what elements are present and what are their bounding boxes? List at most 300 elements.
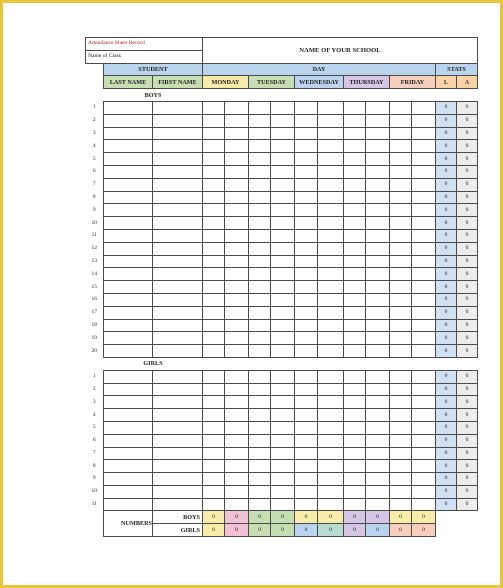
first-name-cell[interactable]	[153, 114, 203, 127]
first-name-cell[interactable]	[153, 421, 203, 434]
last-name-cell[interactable]	[104, 127, 153, 140]
attendance-cell[interactable]	[225, 485, 249, 498]
attendance-cell[interactable]	[366, 383, 390, 396]
last-name-cell[interactable]	[104, 434, 153, 447]
attendance-cell[interactable]	[249, 293, 271, 306]
attendance-cell[interactable]	[225, 345, 249, 358]
attendance-cell[interactable]	[295, 319, 318, 332]
attendance-cell[interactable]	[203, 460, 225, 473]
attendance-cell[interactable]	[203, 434, 225, 447]
attendance-cell[interactable]	[412, 114, 436, 127]
attendance-cell[interactable]	[271, 255, 295, 268]
attendance-cell[interactable]	[295, 421, 318, 434]
attendance-cell[interactable]	[344, 421, 366, 434]
attendance-cell[interactable]	[203, 370, 225, 383]
attendance-cell[interactable]	[271, 409, 295, 422]
attendance-cell[interactable]	[295, 434, 318, 447]
attendance-cell[interactable]	[295, 114, 318, 127]
attendance-cell[interactable]	[412, 101, 436, 114]
attendance-cell[interactable]	[366, 447, 390, 460]
last-name-cell[interactable]	[104, 242, 153, 255]
last-name-cell[interactable]	[104, 498, 153, 511]
last-name-cell[interactable]	[104, 332, 153, 345]
attendance-cell[interactable]	[249, 204, 271, 217]
attendance-cell[interactable]	[344, 485, 366, 498]
attendance-cell[interactable]	[412, 473, 436, 486]
first-name-cell[interactable]	[153, 370, 203, 383]
attendance-cell[interactable]	[390, 242, 412, 255]
first-name-cell[interactable]	[153, 242, 203, 255]
attendance-cell[interactable]	[318, 293, 344, 306]
attendance-cell[interactable]	[344, 191, 366, 204]
attendance-cell[interactable]	[318, 127, 344, 140]
first-name-cell[interactable]	[153, 153, 203, 166]
attendance-cell[interactable]	[344, 434, 366, 447]
attendance-cell[interactable]	[203, 101, 225, 114]
attendance-cell[interactable]	[412, 191, 436, 204]
attendance-cell[interactable]	[390, 332, 412, 345]
attendance-cell[interactable]	[344, 319, 366, 332]
attendance-cell[interactable]	[295, 101, 318, 114]
attendance-cell[interactable]	[249, 101, 271, 114]
attendance-cell[interactable]	[203, 447, 225, 460]
attendance-cell[interactable]	[366, 345, 390, 358]
first-name-cell[interactable]	[153, 345, 203, 358]
last-name-cell[interactable]	[104, 204, 153, 217]
attendance-cell[interactable]	[225, 498, 249, 511]
attendance-cell[interactable]	[271, 319, 295, 332]
attendance-cell[interactable]	[225, 396, 249, 409]
attendance-cell[interactable]	[271, 268, 295, 281]
first-name-cell[interactable]	[153, 319, 203, 332]
attendance-cell[interactable]	[203, 229, 225, 242]
attendance-cell[interactable]	[225, 229, 249, 242]
attendance-cell[interactable]	[271, 460, 295, 473]
attendance-cell[interactable]	[318, 485, 344, 498]
last-name-cell[interactable]	[104, 447, 153, 460]
attendance-cell[interactable]	[412, 498, 436, 511]
attendance-cell[interactable]	[203, 242, 225, 255]
attendance-cell[interactable]	[344, 498, 366, 511]
attendance-cell[interactable]	[344, 255, 366, 268]
attendance-cell[interactable]	[366, 332, 390, 345]
attendance-cell[interactable]	[295, 396, 318, 409]
attendance-cell[interactable]	[271, 332, 295, 345]
attendance-cell[interactable]	[412, 229, 436, 242]
attendance-cell[interactable]	[390, 447, 412, 460]
attendance-cell[interactable]	[318, 268, 344, 281]
attendance-cell[interactable]	[225, 127, 249, 140]
attendance-cell[interactable]	[366, 242, 390, 255]
attendance-cell[interactable]	[390, 178, 412, 191]
attendance-cell[interactable]	[225, 319, 249, 332]
attendance-cell[interactable]	[271, 370, 295, 383]
attendance-cell[interactable]	[366, 281, 390, 294]
attendance-cell[interactable]	[366, 498, 390, 511]
attendance-cell[interactable]	[412, 396, 436, 409]
first-name-cell[interactable]	[153, 101, 203, 114]
attendance-cell[interactable]	[366, 268, 390, 281]
attendance-cell[interactable]	[203, 281, 225, 294]
attendance-cell[interactable]	[203, 306, 225, 319]
last-name-cell[interactable]	[104, 217, 153, 230]
attendance-cell[interactable]	[249, 191, 271, 204]
attendance-cell[interactable]	[412, 281, 436, 294]
attendance-cell[interactable]	[318, 101, 344, 114]
attendance-cell[interactable]	[318, 229, 344, 242]
attendance-cell[interactable]	[271, 153, 295, 166]
attendance-cell[interactable]	[344, 101, 366, 114]
attendance-cell[interactable]	[295, 127, 318, 140]
attendance-cell[interactable]	[271, 345, 295, 358]
attendance-cell[interactable]	[249, 306, 271, 319]
attendance-cell[interactable]	[225, 370, 249, 383]
attendance-cell[interactable]	[225, 217, 249, 230]
attendance-cell[interactable]	[390, 101, 412, 114]
attendance-cell[interactable]	[295, 165, 318, 178]
attendance-cell[interactable]	[344, 165, 366, 178]
first-name-cell[interactable]	[153, 229, 203, 242]
first-name-cell[interactable]	[153, 178, 203, 191]
attendance-cell[interactable]	[390, 255, 412, 268]
attendance-cell[interactable]	[295, 242, 318, 255]
attendance-cell[interactable]	[366, 217, 390, 230]
attendance-cell[interactable]	[271, 217, 295, 230]
attendance-cell[interactable]	[412, 383, 436, 396]
attendance-cell[interactable]	[225, 242, 249, 255]
attendance-cell[interactable]	[295, 293, 318, 306]
attendance-cell[interactable]	[344, 447, 366, 460]
attendance-cell[interactable]	[225, 140, 249, 153]
attendance-cell[interactable]	[225, 191, 249, 204]
attendance-cell[interactable]	[344, 473, 366, 486]
attendance-cell[interactable]	[344, 396, 366, 409]
attendance-cell[interactable]	[390, 217, 412, 230]
attendance-cell[interactable]	[225, 268, 249, 281]
attendance-cell[interactable]	[203, 485, 225, 498]
attendance-cell[interactable]	[390, 114, 412, 127]
attendance-cell[interactable]	[271, 165, 295, 178]
last-name-cell[interactable]	[104, 178, 153, 191]
attendance-cell[interactable]	[271, 178, 295, 191]
attendance-cell[interactable]	[271, 421, 295, 434]
attendance-cell[interactable]	[295, 178, 318, 191]
attendance-cell[interactable]	[366, 485, 390, 498]
last-name-cell[interactable]	[104, 319, 153, 332]
attendance-cell[interactable]	[390, 191, 412, 204]
attendance-cell[interactable]	[344, 306, 366, 319]
attendance-cell[interactable]	[344, 153, 366, 166]
attendance-cell[interactable]	[225, 383, 249, 396]
attendance-cell[interactable]	[295, 140, 318, 153]
attendance-cell[interactable]	[318, 473, 344, 486]
attendance-cell[interactable]	[249, 447, 271, 460]
attendance-cell[interactable]	[390, 153, 412, 166]
attendance-cell[interactable]	[412, 409, 436, 422]
attendance-cell[interactable]	[271, 114, 295, 127]
last-name-cell[interactable]	[104, 153, 153, 166]
attendance-cell[interactable]	[225, 204, 249, 217]
attendance-cell[interactable]	[249, 255, 271, 268]
attendance-cell[interactable]	[344, 178, 366, 191]
attendance-cell[interactable]	[203, 268, 225, 281]
attendance-cell[interactable]	[344, 217, 366, 230]
last-name-cell[interactable]	[104, 165, 153, 178]
first-name-cell[interactable]	[153, 217, 203, 230]
attendance-cell[interactable]	[249, 383, 271, 396]
attendance-cell[interactable]	[295, 229, 318, 242]
attendance-cell[interactable]	[344, 332, 366, 345]
attendance-cell[interactable]	[318, 319, 344, 332]
attendance-cell[interactable]	[366, 229, 390, 242]
attendance-cell[interactable]	[295, 217, 318, 230]
attendance-cell[interactable]	[225, 332, 249, 345]
attendance-cell[interactable]	[390, 127, 412, 140]
attendance-cell[interactable]	[203, 140, 225, 153]
first-name-cell[interactable]	[153, 140, 203, 153]
first-name-cell[interactable]	[153, 383, 203, 396]
attendance-cell[interactable]	[249, 268, 271, 281]
attendance-cell[interactable]	[225, 460, 249, 473]
attendance-cell[interactable]	[249, 217, 271, 230]
attendance-cell[interactable]	[249, 396, 271, 409]
attendance-cell[interactable]	[203, 473, 225, 486]
attendance-cell[interactable]	[390, 293, 412, 306]
attendance-cell[interactable]	[271, 447, 295, 460]
attendance-cell[interactable]	[318, 370, 344, 383]
attendance-cell[interactable]	[271, 396, 295, 409]
last-name-cell[interactable]	[104, 191, 153, 204]
attendance-cell[interactable]	[318, 447, 344, 460]
attendance-cell[interactable]	[203, 217, 225, 230]
attendance-cell[interactable]	[412, 370, 436, 383]
attendance-cell[interactable]	[271, 191, 295, 204]
attendance-cell[interactable]	[344, 268, 366, 281]
attendance-cell[interactable]	[412, 153, 436, 166]
attendance-cell[interactable]	[271, 140, 295, 153]
first-name-cell[interactable]	[153, 447, 203, 460]
attendance-cell[interactable]	[390, 345, 412, 358]
attendance-cell[interactable]	[203, 409, 225, 422]
attendance-cell[interactable]	[318, 242, 344, 255]
attendance-cell[interactable]	[412, 319, 436, 332]
last-name-cell[interactable]	[104, 229, 153, 242]
attendance-cell[interactable]	[295, 370, 318, 383]
attendance-cell[interactable]	[249, 473, 271, 486]
first-name-cell[interactable]	[153, 165, 203, 178]
attendance-cell[interactable]	[271, 229, 295, 242]
attendance-cell[interactable]	[318, 114, 344, 127]
attendance-cell[interactable]	[203, 332, 225, 345]
attendance-cell[interactable]	[366, 114, 390, 127]
attendance-cell[interactable]	[225, 421, 249, 434]
attendance-cell[interactable]	[295, 460, 318, 473]
last-name-cell[interactable]	[104, 409, 153, 422]
attendance-cell[interactable]	[271, 485, 295, 498]
attendance-cell[interactable]	[318, 140, 344, 153]
first-name-cell[interactable]	[153, 460, 203, 473]
attendance-cell[interactable]	[366, 255, 390, 268]
attendance-cell[interactable]	[366, 319, 390, 332]
attendance-cell[interactable]	[366, 101, 390, 114]
attendance-cell[interactable]	[390, 396, 412, 409]
attendance-cell[interactable]	[412, 217, 436, 230]
attendance-cell[interactable]	[249, 460, 271, 473]
attendance-cell[interactable]	[249, 319, 271, 332]
attendance-cell[interactable]	[249, 165, 271, 178]
attendance-cell[interactable]	[225, 447, 249, 460]
attendance-cell[interactable]	[225, 178, 249, 191]
last-name-cell[interactable]	[104, 396, 153, 409]
attendance-cell[interactable]	[366, 204, 390, 217]
first-name-cell[interactable]	[153, 434, 203, 447]
attendance-cell[interactable]	[390, 409, 412, 422]
attendance-cell[interactable]	[295, 204, 318, 217]
last-name-cell[interactable]	[104, 383, 153, 396]
attendance-cell[interactable]	[295, 268, 318, 281]
first-name-cell[interactable]	[153, 332, 203, 345]
attendance-cell[interactable]	[318, 498, 344, 511]
attendance-cell[interactable]	[366, 409, 390, 422]
attendance-cell[interactable]	[295, 498, 318, 511]
attendance-cell[interactable]	[295, 409, 318, 422]
attendance-cell[interactable]	[271, 204, 295, 217]
attendance-cell[interactable]	[412, 332, 436, 345]
last-name-cell[interactable]	[104, 255, 153, 268]
attendance-cell[interactable]	[318, 165, 344, 178]
attendance-cell[interactable]	[366, 421, 390, 434]
attendance-cell[interactable]	[249, 332, 271, 345]
last-name-cell[interactable]	[104, 268, 153, 281]
attendance-cell[interactable]	[203, 383, 225, 396]
attendance-cell[interactable]	[318, 409, 344, 422]
attendance-cell[interactable]	[249, 409, 271, 422]
attendance-cell[interactable]	[203, 191, 225, 204]
attendance-cell[interactable]	[225, 409, 249, 422]
first-name-cell[interactable]	[153, 485, 203, 498]
attendance-cell[interactable]	[295, 345, 318, 358]
last-name-cell[interactable]	[104, 421, 153, 434]
attendance-cell[interactable]	[366, 153, 390, 166]
attendance-cell[interactable]	[318, 217, 344, 230]
attendance-cell[interactable]	[318, 178, 344, 191]
attendance-cell[interactable]	[295, 281, 318, 294]
attendance-cell[interactable]	[249, 229, 271, 242]
attendance-cell[interactable]	[366, 396, 390, 409]
attendance-cell[interactable]	[412, 485, 436, 498]
attendance-cell[interactable]	[225, 281, 249, 294]
first-name-cell[interactable]	[153, 204, 203, 217]
attendance-cell[interactable]	[203, 165, 225, 178]
attendance-cell[interactable]	[366, 293, 390, 306]
attendance-cell[interactable]	[344, 345, 366, 358]
attendance-cell[interactable]	[295, 255, 318, 268]
attendance-cell[interactable]	[318, 153, 344, 166]
attendance-cell[interactable]	[412, 165, 436, 178]
first-name-cell[interactable]	[153, 127, 203, 140]
attendance-cell[interactable]	[366, 165, 390, 178]
attendance-cell[interactable]	[249, 434, 271, 447]
last-name-cell[interactable]	[104, 281, 153, 294]
attendance-cell[interactable]	[249, 421, 271, 434]
attendance-cell[interactable]	[249, 485, 271, 498]
attendance-cell[interactable]	[318, 345, 344, 358]
first-name-cell[interactable]	[153, 409, 203, 422]
attendance-cell[interactable]	[271, 473, 295, 486]
attendance-cell[interactable]	[318, 281, 344, 294]
attendance-cell[interactable]	[225, 434, 249, 447]
attendance-cell[interactable]	[225, 306, 249, 319]
attendance-cell[interactable]	[318, 332, 344, 345]
attendance-cell[interactable]	[412, 421, 436, 434]
last-name-cell[interactable]	[104, 485, 153, 498]
last-name-cell[interactable]	[104, 114, 153, 127]
attendance-cell[interactable]	[249, 345, 271, 358]
attendance-cell[interactable]	[295, 191, 318, 204]
attendance-cell[interactable]	[366, 473, 390, 486]
attendance-cell[interactable]	[203, 127, 225, 140]
attendance-cell[interactable]	[249, 242, 271, 255]
attendance-cell[interactable]	[318, 383, 344, 396]
attendance-cell[interactable]	[295, 306, 318, 319]
attendance-cell[interactable]	[295, 383, 318, 396]
attendance-cell[interactable]	[344, 127, 366, 140]
attendance-cell[interactable]	[390, 229, 412, 242]
attendance-cell[interactable]	[295, 447, 318, 460]
last-name-cell[interactable]	[104, 140, 153, 153]
first-name-cell[interactable]	[153, 473, 203, 486]
attendance-cell[interactable]	[271, 101, 295, 114]
attendance-cell[interactable]	[366, 370, 390, 383]
attendance-cell[interactable]	[203, 204, 225, 217]
attendance-cell[interactable]	[412, 204, 436, 217]
attendance-cell[interactable]	[366, 127, 390, 140]
first-name-cell[interactable]	[153, 191, 203, 204]
first-name-cell[interactable]	[153, 306, 203, 319]
attendance-cell[interactable]	[203, 178, 225, 191]
attendance-cell[interactable]	[271, 498, 295, 511]
attendance-cell[interactable]	[271, 293, 295, 306]
last-name-cell[interactable]	[104, 101, 153, 114]
attendance-cell[interactable]	[344, 114, 366, 127]
attendance-cell[interactable]	[203, 255, 225, 268]
attendance-cell[interactable]	[390, 140, 412, 153]
attendance-cell[interactable]	[249, 281, 271, 294]
attendance-cell[interactable]	[344, 281, 366, 294]
attendance-cell[interactable]	[271, 434, 295, 447]
last-name-cell[interactable]	[104, 473, 153, 486]
attendance-cell[interactable]	[203, 498, 225, 511]
attendance-cell[interactable]	[271, 242, 295, 255]
attendance-cell[interactable]	[390, 370, 412, 383]
attendance-cell[interactable]	[390, 204, 412, 217]
attendance-cell[interactable]	[412, 242, 436, 255]
first-name-cell[interactable]	[153, 498, 203, 511]
attendance-cell[interactable]	[318, 255, 344, 268]
attendance-cell[interactable]	[225, 473, 249, 486]
attendance-cell[interactable]	[203, 293, 225, 306]
attendance-cell[interactable]	[412, 268, 436, 281]
last-name-cell[interactable]	[104, 345, 153, 358]
attendance-cell[interactable]	[249, 153, 271, 166]
attendance-cell[interactable]	[318, 306, 344, 319]
attendance-cell[interactable]	[344, 229, 366, 242]
first-name-cell[interactable]	[153, 293, 203, 306]
attendance-cell[interactable]	[390, 383, 412, 396]
attendance-cell[interactable]	[390, 421, 412, 434]
attendance-cell[interactable]	[412, 306, 436, 319]
attendance-cell[interactable]	[318, 396, 344, 409]
